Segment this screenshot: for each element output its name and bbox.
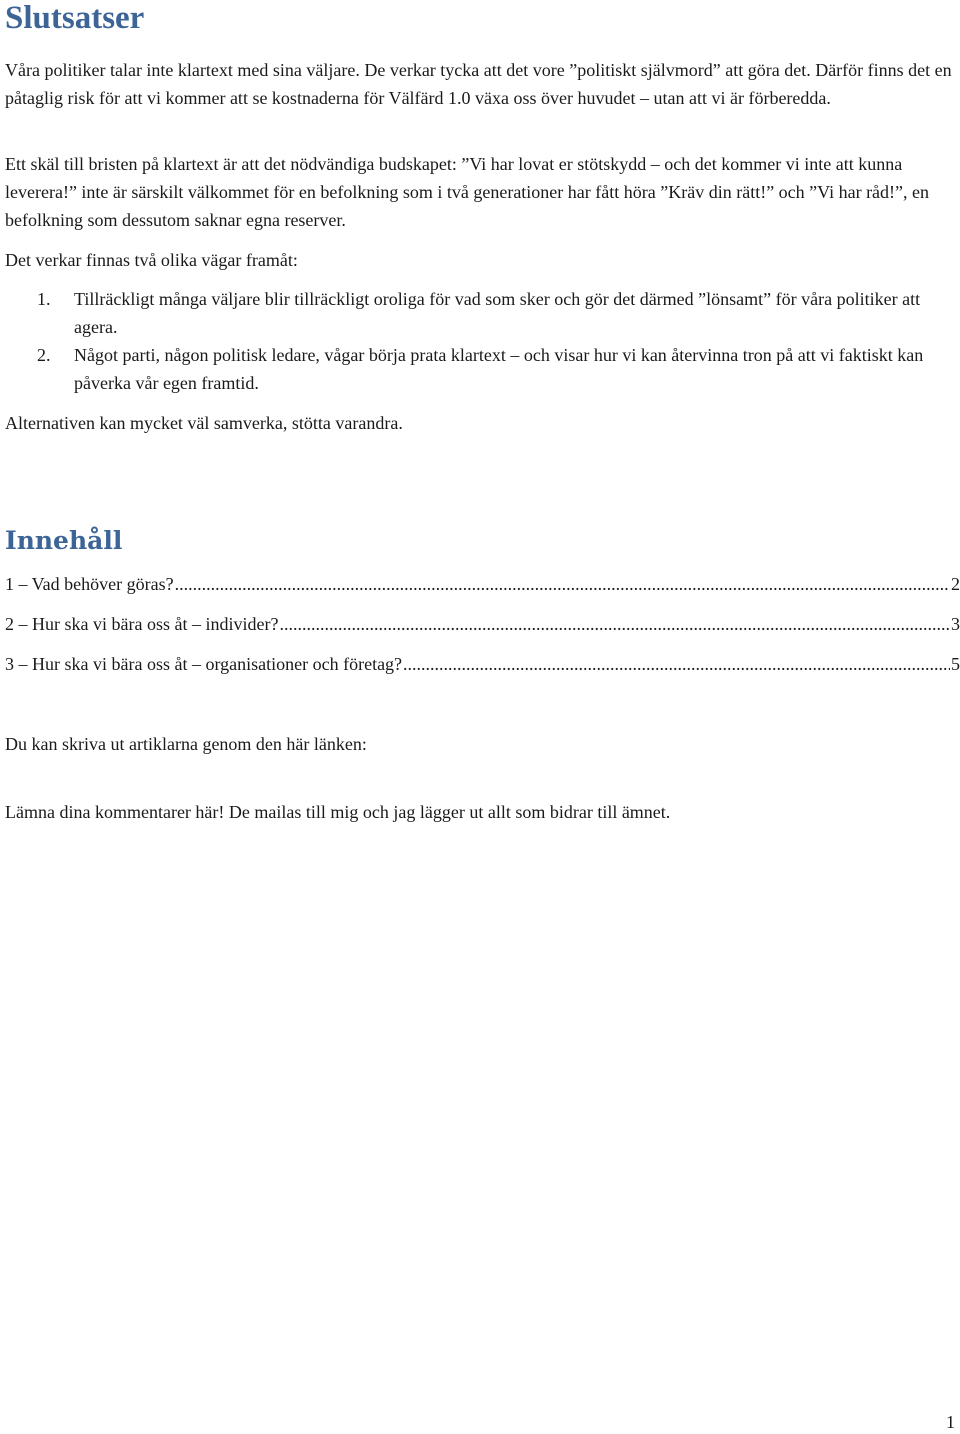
toc-entry[interactable] <box>5 610 960 650</box>
paths-list <box>5 285 953 397</box>
toc-heading: Innehåll <box>5 526 123 555</box>
intro-paragraph: Våra politiker talar inte klartext med sina väljare. De verkar tycka att det vore ”politiskt självmord” att göra det. Därför finns det en påtaglig risk för att vi kommer att se kostnaderna för Välfärd 1.0 växa oss över huvudet – utan att vi är förberedda. <box>5 60 952 108</box>
page-title: Slutsatser <box>5 0 145 36</box>
paths-paragraph: Det verkar finnas två olika vägar framåt: <box>5 250 298 270</box>
document-page <box>5 0 960 1434</box>
toc-dot-leader <box>403 650 950 678</box>
list-item-text: Tillräckligt många väljare blir tillräckligt oroliga för vad som sker och gör det därmed ”lönsamt” för våra politiker att agera. <box>74 289 921 337</box>
toc-dot-leader <box>175 570 950 598</box>
toc-dot-leader <box>279 610 950 638</box>
list-item <box>5 341 953 397</box>
list-item-number: 2. <box>37 345 51 365</box>
toc-entry-page: 2 <box>951 574 960 594</box>
alternatives-paragraph: Alternativen kan mycket väl samverka, stötta varandra. <box>5 413 403 433</box>
list-item-text: Något parti, någon politisk ledare, vågar börja prata klartext – och visar hur vi kan återvinna tron på att vi faktiskt kan påverka vår egen framtid. <box>74 345 924 393</box>
toc-entry[interactable] <box>5 570 960 610</box>
toc-entry-page: 3 <box>951 614 960 634</box>
table-of-contents <box>5 570 960 690</box>
reason-paragraph: Ett skäl till bristen på klartext är att det nödvändiga budskapet: ”Vi har lovat er stötskydd – och det kommer vi inte att kunna leverera!” inte är särskilt välkommet för en befolkning som i två generationer har fått höra ”Kräv din rätt!” och ”Vi har råd!”, en befolkning som dessutom saknar egna reserver. <box>5 154 930 230</box>
toc-entry-label: 3 – Hur ska vi bära oss åt – organisationer och företag? <box>5 654 403 674</box>
comments-paragraph: Lämna dina kommentarer här! De mailas till mig och jag lägger ut allt som bidrar till ämnet. <box>5 802 671 822</box>
toc-entry-label: 2 – Hur ska vi bära oss åt – individer? <box>5 614 279 634</box>
toc-entry-label: 1 – Vad behöver göras? <box>5 574 174 594</box>
list-item <box>5 285 953 341</box>
toc-entry[interactable] <box>5 650 960 690</box>
print-link-paragraph: Du kan skriva ut artiklarna genom den här länken: <box>5 734 367 754</box>
toc-entry-page: 5 <box>951 654 960 674</box>
page-number: 1 <box>946 1412 955 1432</box>
list-item-number: 1. <box>37 289 51 309</box>
